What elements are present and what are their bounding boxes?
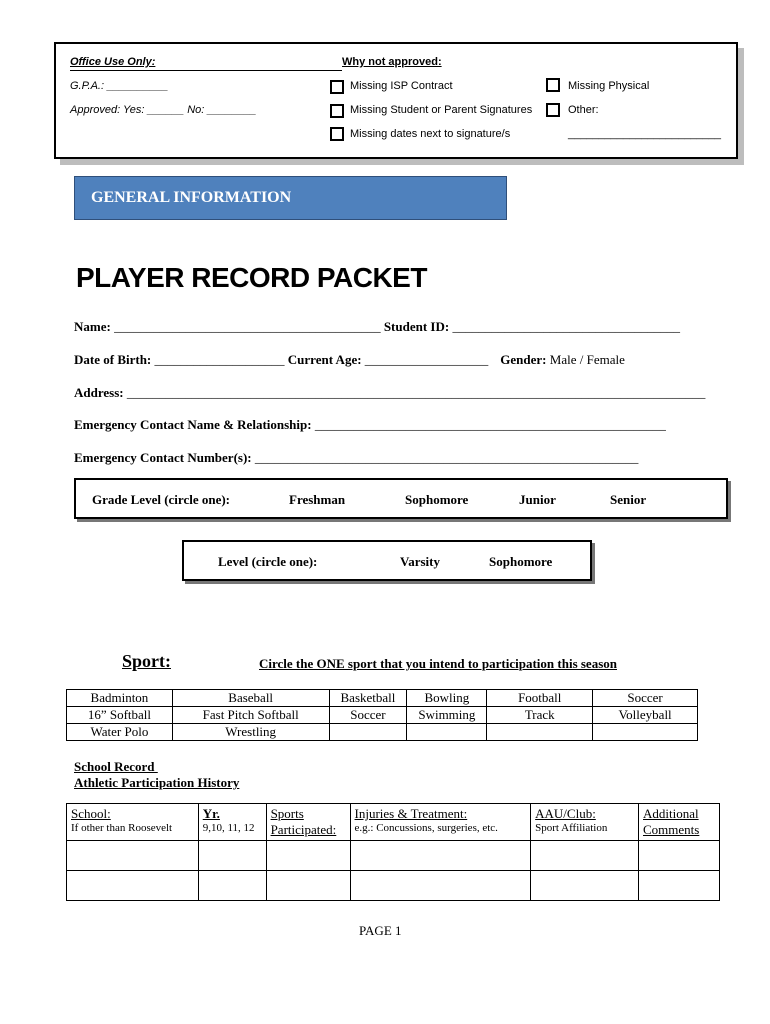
emergency-name-row — [74, 417, 666, 433]
general-information-header — [74, 176, 507, 220]
other-label: Other: — [568, 104, 599, 116]
address-label: Address: — [74, 385, 124, 400]
why-not-approved-label: Why not approved: — [342, 56, 442, 68]
history-table — [66, 803, 720, 901]
missing-physical-checkbox[interactable] — [546, 78, 560, 92]
name-field[interactable]: _________________________________________ — [110, 319, 384, 334]
sport-option-wrestling[interactable]: Wrestling — [172, 724, 329, 741]
sport-cell-empty — [407, 724, 487, 741]
missing-signatures-label: Missing Student or Parent Signatures — [350, 104, 533, 116]
school-record-heading: School Record — [74, 759, 158, 774]
grade-option-sophomore[interactable]: Sophomore — [405, 492, 469, 507]
level-option-sophomore[interactable]: Sophomore — [489, 554, 553, 569]
grade-option-junior[interactable]: Junior — [519, 492, 556, 507]
emergency-number-field[interactable]: ___________________________________________________________ — [251, 450, 639, 465]
col-additional-label-1: Additional — [643, 806, 699, 821]
sport-option-baseball[interactable]: Baseball — [172, 690, 329, 707]
table-header-row — [67, 804, 720, 841]
age-field[interactable]: ___________________ — [361, 352, 489, 367]
col-sports-header — [266, 804, 350, 841]
col-aau-sub: Sport Affiliation — [535, 822, 608, 834]
level-option-varsity[interactable]: Varsity — [400, 554, 440, 569]
table-row — [67, 707, 698, 724]
office-use-only-label: Office Use Only: — [70, 56, 156, 68]
table-row — [67, 724, 698, 741]
col-injuries-label: Injuries & Treatment: — [354, 806, 468, 821]
col-yr-header — [198, 804, 266, 841]
history-cell[interactable] — [639, 871, 720, 901]
table-row — [67, 871, 720, 901]
sport-option-basketball[interactable]: Basketball — [329, 690, 407, 707]
missing-dates-checkbox[interactable] — [330, 127, 344, 141]
emergency-number-row — [74, 450, 638, 466]
col-school-sub: If other than Roosevelt — [71, 822, 173, 834]
col-additional-header — [639, 804, 720, 841]
missing-dates-label: Missing dates next to signature/s — [350, 128, 511, 140]
col-aau-header — [531, 804, 639, 841]
col-sports-label-1: Sports — [270, 806, 304, 821]
sport-option-badminton[interactable]: Badminton — [67, 690, 173, 707]
sport-option-volleyball[interactable]: Volleyball — [593, 707, 698, 724]
col-injuries-header — [350, 804, 531, 841]
dob-row — [74, 352, 625, 368]
history-cell[interactable] — [350, 841, 531, 871]
sport-label: Sport: — [122, 651, 171, 671]
office-use-box — [54, 42, 738, 159]
col-yr-label: Yr. — [202, 806, 220, 821]
col-injuries-sub: e.g.: Concussions, surgeries, etc. — [354, 822, 498, 834]
name-label: Name: — [74, 319, 111, 334]
col-aau-label: AAU/Club: — [535, 806, 596, 821]
sport-option-soccer[interactable]: Soccer — [593, 690, 698, 707]
gender-label: Gender: — [500, 352, 547, 367]
history-cell[interactable] — [198, 841, 266, 871]
grade-option-freshman[interactable]: Freshman — [289, 492, 346, 507]
sport-cell-empty — [487, 724, 593, 741]
gpa-field[interactable]: G.P.A.: __________ — [70, 80, 169, 92]
student-id-label: Student ID: — [383, 319, 450, 334]
page-title: PLAYER RECORD PACKET — [76, 262, 427, 293]
history-cell[interactable] — [67, 841, 199, 871]
col-sports-label-2: Participated: — [270, 822, 337, 837]
col-school-label: School: — [71, 806, 111, 821]
gender-options[interactable]: Male / Female — [546, 352, 625, 367]
other-checkbox[interactable] — [546, 103, 560, 117]
history-cell[interactable] — [531, 841, 639, 871]
student-id-field[interactable]: ___________________________________ — [449, 319, 680, 334]
emergency-name-label: Emergency Contact Name & Relationship: — [74, 417, 312, 432]
general-information-label: GENERAL INFORMATION — [91, 189, 292, 206]
page-number: PAGE 1 — [359, 923, 402, 938]
level-label: Level (circle one): — [218, 554, 318, 569]
address-field[interactable]: _________________________________________________________________________________________ — [123, 385, 706, 400]
dob-label: Date of Birth: — [74, 352, 152, 367]
missing-physical-label: Missing Physical — [568, 80, 650, 92]
sport-cell-empty — [593, 724, 698, 741]
emergency-number-label: Emergency Contact Number(s): — [74, 450, 252, 465]
athletic-history-heading: Athletic Participation History — [74, 775, 240, 790]
table-row — [67, 690, 698, 707]
missing-signatures-checkbox[interactable] — [330, 104, 344, 118]
history-cell[interactable] — [198, 871, 266, 901]
level-box — [182, 540, 592, 581]
age-label: Current Age: — [287, 352, 362, 367]
history-cell[interactable] — [67, 871, 199, 901]
approved-field[interactable]: Approved: Yes: ______ No: ________ — [70, 104, 257, 116]
history-cell[interactable] — [266, 841, 350, 871]
table-row — [67, 841, 720, 871]
grade-option-senior[interactable]: Senior — [610, 492, 647, 507]
col-additional-label-2: Comments — [643, 822, 700, 837]
col-yr-sub: 9,10, 11, 12 — [202, 822, 255, 834]
sport-option-fast-pitch-softball[interactable]: Fast Pitch Softball — [172, 707, 329, 724]
dob-field[interactable]: ____________________ — [151, 352, 288, 367]
office-divider — [70, 70, 342, 71]
sport-cell-empty — [329, 724, 407, 741]
history-cell[interactable] — [266, 871, 350, 901]
grade-level-label: Grade Level (circle one): — [92, 492, 231, 507]
sport-table — [66, 689, 698, 741]
emergency-name-field[interactable]: ______________________________________________________ — [311, 417, 666, 432]
sport-option-track[interactable]: Track — [487, 707, 593, 724]
missing-isp-checkbox[interactable] — [330, 80, 344, 94]
missing-isp-label: Missing ISP Contract — [350, 80, 453, 92]
history-cell[interactable] — [350, 871, 531, 901]
sport-option-bowling[interactable]: Bowling — [407, 690, 487, 707]
history-cell[interactable] — [531, 871, 639, 901]
sport-instruction: Circle the ONE sport that you intend to participation this season — [259, 656, 617, 671]
sport-option-16-softball[interactable]: 16” Softball — [67, 707, 173, 724]
name-row — [74, 319, 680, 335]
history-cell[interactable] — [639, 841, 720, 871]
other-field[interactable]: _________________________ — [568, 128, 721, 140]
sport-option-football[interactable]: Football — [487, 690, 593, 707]
sport-option-swimming[interactable]: Swimming — [407, 707, 487, 724]
sport-option-soccer-2[interactable]: Soccer — [329, 707, 407, 724]
grade-level-box — [74, 478, 728, 519]
col-school-header — [67, 804, 199, 841]
sport-option-water-polo[interactable]: Water Polo — [67, 724, 173, 741]
address-row — [74, 385, 705, 401]
